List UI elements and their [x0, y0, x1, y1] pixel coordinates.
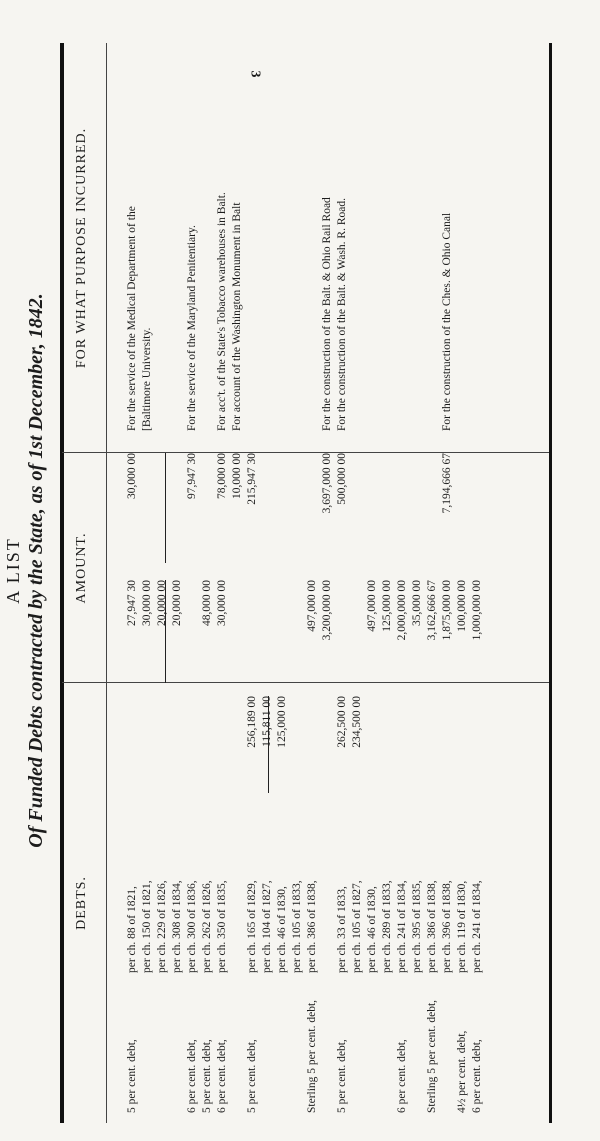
total-amount: 500,000 00 [336, 453, 348, 505]
table-bottom-rule [549, 43, 552, 1123]
sub-amount: 125,000 00 [276, 696, 288, 748]
item-amount: 30,000 00 [141, 580, 153, 626]
debt-type: 5 per cent. debt, [336, 1039, 348, 1113]
chapter-reference: per ch. 119 of 1830, [456, 880, 468, 973]
item-amount: 125,000 00 [381, 580, 393, 632]
page-number: 3 [247, 70, 263, 78]
column-header-purpose: FOR WHAT PURPOSE INCURRED. [74, 127, 89, 369]
table-row [156, 43, 169, 1123]
total-amount: 10,000 00 [231, 453, 243, 499]
table-row [426, 43, 439, 1123]
table-row [141, 43, 154, 1123]
total-amount: 97,947 30 [186, 453, 198, 499]
table-row [456, 43, 469, 1123]
subtotal-rule [165, 453, 166, 563]
purpose-text: For the construction of the Ches. & Ohio Canal [441, 212, 453, 431]
table-row [381, 43, 394, 1123]
document-subtitle: Of Funded Debts contracted by the State, as of 1st December, 1842. [25, 293, 47, 848]
debt-type: 4½ per cent. debt, [456, 1030, 468, 1113]
chapter-reference: per ch. 289 of 1833, [381, 880, 393, 973]
total-amount: 7,194,666 67 [441, 453, 453, 514]
chapter-reference: per ch. 229 of 1826, [156, 880, 168, 973]
purpose-text: [Baltimore University. [141, 327, 153, 431]
table-row [216, 43, 229, 1123]
table-row [276, 43, 289, 1123]
table-row [171, 43, 184, 1123]
table-row [291, 43, 304, 1123]
chapter-reference: per ch. 386 of 1838, [426, 880, 438, 973]
item-amount: 30,000 00 [216, 580, 228, 626]
item-amount: 497,000 00 [306, 580, 318, 632]
chapter-reference: per ch. 165 of 1829, [246, 880, 258, 973]
item-amount: 27,947 30 [126, 580, 138, 626]
table-row [351, 43, 364, 1123]
item-amount: 20,000 00 [156, 580, 168, 626]
sub-amount: 115,811 00 [261, 696, 273, 747]
table-row [231, 43, 244, 1123]
debt-type: 5 per cent. debt, [201, 1039, 213, 1113]
debt-type: 6 per cent. debt, [396, 1039, 408, 1113]
item-amount: 1,875,000 00 [441, 580, 453, 641]
chapter-reference: per ch. 46 of 1830, [276, 886, 288, 973]
subtotal-rule [268, 696, 269, 793]
chapter-reference: per ch. 104 of 1827, [261, 880, 273, 973]
table-row [321, 43, 334, 1123]
table-row [246, 43, 259, 1123]
table-row [261, 43, 274, 1123]
table-row [366, 43, 379, 1123]
purpose-text: For acc't. of the State's Tobacco warehouses in Balt. [216, 192, 228, 431]
item-amount: 100,000 00 [456, 580, 468, 632]
item-amount: 3,200,000 00 [321, 580, 333, 641]
chapter-reference: per ch. 105 of 1827, [351, 880, 363, 973]
total-amount: 78,000 00 [216, 453, 228, 499]
chapter-reference: per ch. 350 of 1835, [216, 880, 228, 973]
table-row [336, 43, 349, 1123]
item-amount: 2,000,000 00 [396, 580, 408, 641]
item-amount: 35,000 00 [411, 580, 423, 626]
table-top-rule [60, 43, 64, 1123]
purpose-text: For the service of the Medical Department of the [126, 206, 138, 431]
chapter-reference: per ch. 262 of 1826, [201, 880, 213, 973]
purpose-text: For account of the Washington Monument in Balt [231, 202, 243, 431]
sub-amount: 234,500 00 [351, 696, 363, 748]
sub-amount: 262,500 00 [336, 696, 348, 748]
item-amount: 3,162,666 67 [426, 580, 438, 641]
table-row [471, 43, 484, 1123]
total-amount: 3,697,000 00 [321, 453, 333, 514]
debt-type: 5 per cent. debt, [126, 1039, 138, 1113]
item-amount: 48,000 00 [201, 580, 213, 626]
chapter-reference: per ch. 105 of 1833, [291, 880, 303, 973]
purpose-text: For the construction of the Balt. & Wash. R. Road. [336, 198, 348, 431]
table-row [396, 43, 409, 1123]
debt-type: 6 per cent. debt, [186, 1039, 198, 1113]
item-amount: 20,000 00 [171, 580, 183, 626]
table-row [126, 43, 139, 1123]
chapter-reference: per ch. 88 of 1821, [126, 886, 138, 973]
purpose-text: For the service of the Maryland Penitentiary. [186, 225, 198, 431]
debt-type: 6 per cent. debt, [216, 1039, 228, 1113]
chapter-reference: per ch. 33 of 1833, [336, 886, 348, 973]
item-amount: 497,000 00 [366, 580, 378, 632]
chapter-reference: per ch. 241 of 1834, [396, 880, 408, 973]
column-header-amount: AMOUNT. [74, 532, 89, 604]
purpose-text: For the construction of the Balt. & Ohio Rail Road [321, 197, 333, 431]
chapter-reference: per ch. 395 of 1835, [411, 880, 423, 973]
column-header-debts: DEBTS. [74, 876, 89, 930]
chapter-reference: per ch. 150 of 1821, [141, 880, 153, 973]
debt-type: Sterling 5 per cent. debt, [306, 999, 318, 1113]
table-row [441, 43, 454, 1123]
table-row [411, 43, 424, 1123]
chapter-reference: per ch. 396 of 1838, [441, 880, 453, 973]
debt-type: 6 per cent. debt, [471, 1039, 483, 1113]
header-rule [106, 43, 107, 1123]
chapter-reference: per ch. 308 of 1834, [171, 880, 183, 973]
chapter-reference: per ch. 386 of 1838, [306, 880, 318, 973]
table-row [306, 43, 319, 1123]
chapter-reference: per ch. 241 of 1834, [471, 880, 483, 973]
chapter-reference: per ch. 300 of 1836, [186, 880, 198, 973]
document-title: A LIST [3, 537, 23, 604]
table-row [186, 43, 199, 1123]
total-amount: 30,000 00 [126, 453, 138, 499]
debt-type: 5 per cent. debt, [246, 1039, 258, 1113]
table-row [201, 43, 214, 1123]
total-amount: 215,947 30 [246, 453, 258, 505]
item-amount: 1,000,000 00 [471, 580, 483, 641]
chapter-reference: per ch. 46 of 1830, [366, 886, 378, 973]
debt-type: Sterling 5 per cent. debt, [426, 999, 438, 1113]
subtotal-rule [165, 580, 166, 683]
sub-amount: 256,189 00 [246, 696, 258, 748]
